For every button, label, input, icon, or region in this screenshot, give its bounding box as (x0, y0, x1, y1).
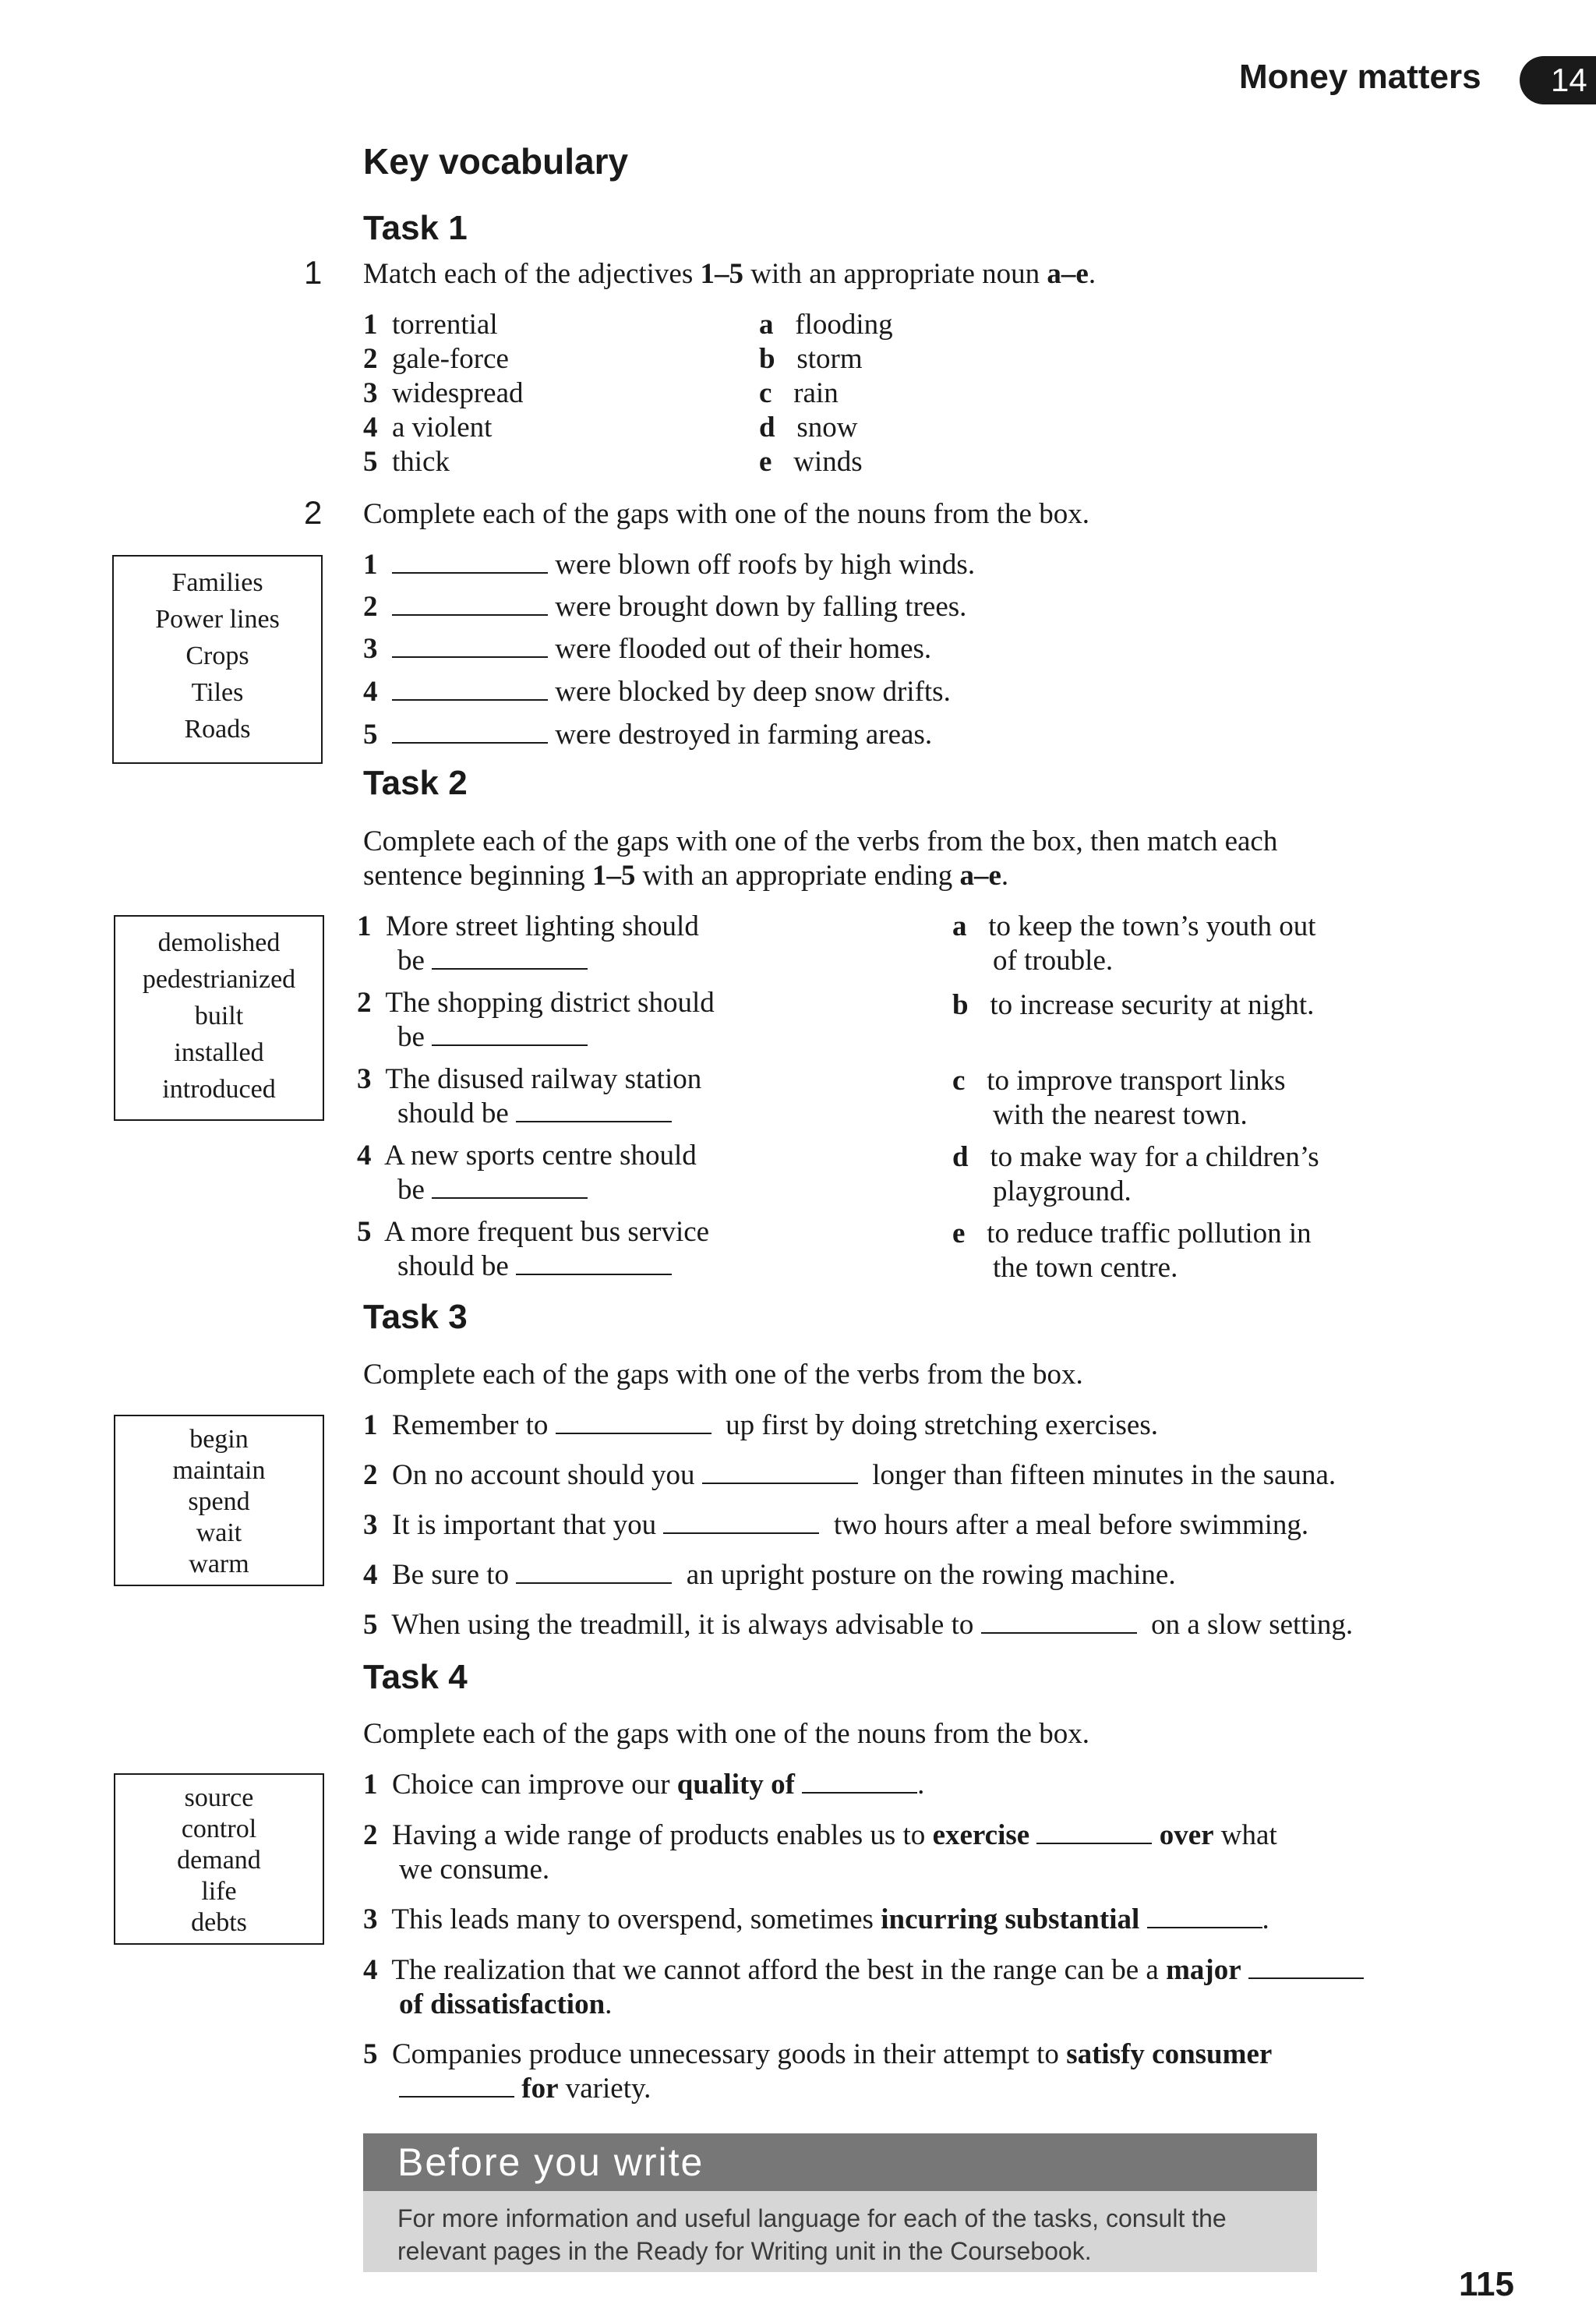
task3-heading: Task 3 (363, 1298, 468, 1336)
section-title: Key vocabulary (363, 141, 629, 182)
list-item: e to reduce traffic pollution in the town centre. (952, 1218, 1312, 1284)
list-item: 3 This leads many to overspend, sometimes incurring substantial . (363, 1903, 1269, 1935)
list-item: 4 Be sure to an upright posture on the rowing machine. (363, 1559, 1176, 1591)
page-number: 115 (1459, 2265, 1514, 2303)
list-item: 2 Having a wide range of products enables us to exercise over what we consume. (363, 1819, 1277, 1886)
box-word: life (201, 1877, 237, 1906)
list-item: c rain (759, 377, 839, 409)
word-box-task1 (112, 555, 323, 764)
note-line: For more information and useful language for each of the tasks, consult the (397, 2204, 1227, 2232)
list-item: d snow (759, 412, 858, 444)
before-you-write-note (363, 2191, 1317, 2272)
list-item: 2 The shopping district should be (357, 987, 715, 1053)
list-item: 5 When using the treadmill, it is always advisable to on a slow setting. (363, 1609, 1354, 1641)
box-word: pedestrianized (142, 965, 296, 994)
list-item: b to increase security at night. (952, 989, 1315, 1021)
list-item: 2 On no account should you longer than fifteen minutes in the sauna. (363, 1459, 1336, 1491)
list-item: 3 widespread (363, 377, 524, 409)
list-item: 4 The realization that we cannot afford the best in the range can be a major of dissatisfaction. (363, 1953, 1364, 2022)
list-item: 1 torrential (363, 309, 498, 341)
list-item: b storm (759, 343, 863, 375)
list-item: 2 were brought down by falling trees. (363, 591, 967, 623)
box-word: built (194, 1002, 244, 1030)
box-word: spend (188, 1487, 250, 1516)
task2-heading: Task 2 (363, 764, 468, 802)
task1-ex1-instruction: Match each of the adjectives 1–5 with an appropriate noun a–e. (363, 258, 1096, 290)
list-item: e winds (759, 446, 863, 478)
exercise-number-2: 2 (304, 494, 323, 531)
list-item: 2 gale-force (363, 343, 509, 375)
list-item: d to make way for a children’s playground. (952, 1141, 1319, 1207)
task2-instruction-line2: sentence beginning 1–5 with an appropriate ending a–e. (363, 860, 1009, 892)
box-word: Power lines (155, 605, 280, 634)
list-item: 4 were blocked by deep snow drifts. (363, 676, 951, 708)
box-word: begin (189, 1425, 249, 1454)
box-word: installed (174, 1038, 264, 1067)
box-word: control (181, 1815, 257, 1843)
list-item: 5 were destroyed in farming areas. (363, 719, 933, 751)
box-word: debts (191, 1908, 247, 1937)
list-item: 5 thick (363, 446, 450, 478)
before-you-write-heading: Before you write (363, 2133, 1317, 2191)
list-item: c to improve transport links with the nearest town. (952, 1065, 1286, 1131)
list-item: 4 a violent (363, 412, 493, 444)
box-word: warm (189, 1550, 249, 1578)
box-word: Crops (185, 641, 249, 670)
exercise-number-1: 1 (304, 254, 323, 291)
list-item: 3 The disused railway station should be (357, 1063, 702, 1129)
task1-heading: Task 1 (363, 209, 468, 247)
list-item: 1 More street lighting should be (357, 910, 699, 977)
list-item: 1 Remember to up first by doing stretching exercises. (363, 1409, 1158, 1441)
box-word: demand (177, 1846, 261, 1875)
list-item: a flooding (759, 309, 893, 341)
box-word: Tiles (191, 678, 244, 707)
running-header-title: Money matters (1239, 58, 1481, 96)
task4-instruction: Complete each of the gaps with one of the nouns from the box. (363, 1718, 1089, 1750)
list-item: a to keep the town’s youth out of trouble. (952, 910, 1316, 977)
box-word: wait (196, 1518, 242, 1547)
box-word: introduced (162, 1075, 276, 1104)
box-word: demolished (157, 928, 281, 957)
task2-instruction-line1: Complete each of the gaps with one of the verbs from the box, then match each (363, 825, 1278, 857)
box-word: Roads (184, 715, 251, 744)
list-item: 5 Companies produce unnecessary goods in their attempt to satisfy consumer for variety. (363, 2038, 1273, 2105)
word-box-task4 (114, 1773, 324, 1945)
note-line: relevant pages in the Ready for Writing unit in the Coursebook. (397, 2237, 1092, 2265)
word-box-task2 (114, 915, 324, 1121)
list-item: 5 A more frequent bus service should be (357, 1216, 710, 1282)
list-item: 1 were blown off roofs by high winds. (363, 549, 976, 581)
list-item: 3 were flooded out of their homes. (363, 633, 932, 665)
word-box-task3 (114, 1415, 324, 1586)
task4-heading: Task 4 (363, 1658, 468, 1696)
box-word: source (184, 1783, 254, 1812)
task3-instruction: Complete each of the gaps with one of the verbs from the box. (363, 1359, 1083, 1391)
box-word: maintain (172, 1456, 266, 1485)
unit-number-badge: 14 (1520, 56, 1596, 104)
box-word: Families (171, 568, 263, 597)
list-item: 1 Choice can improve our quality of . (363, 1769, 925, 1801)
task1-ex2-instruction: Complete each of the gaps with one of the nouns from the box. (363, 498, 1089, 530)
list-item: 3 It is important that you two hours after a meal before swimming. (363, 1509, 1309, 1541)
list-item: 4 A new sports centre should be (357, 1140, 697, 1206)
